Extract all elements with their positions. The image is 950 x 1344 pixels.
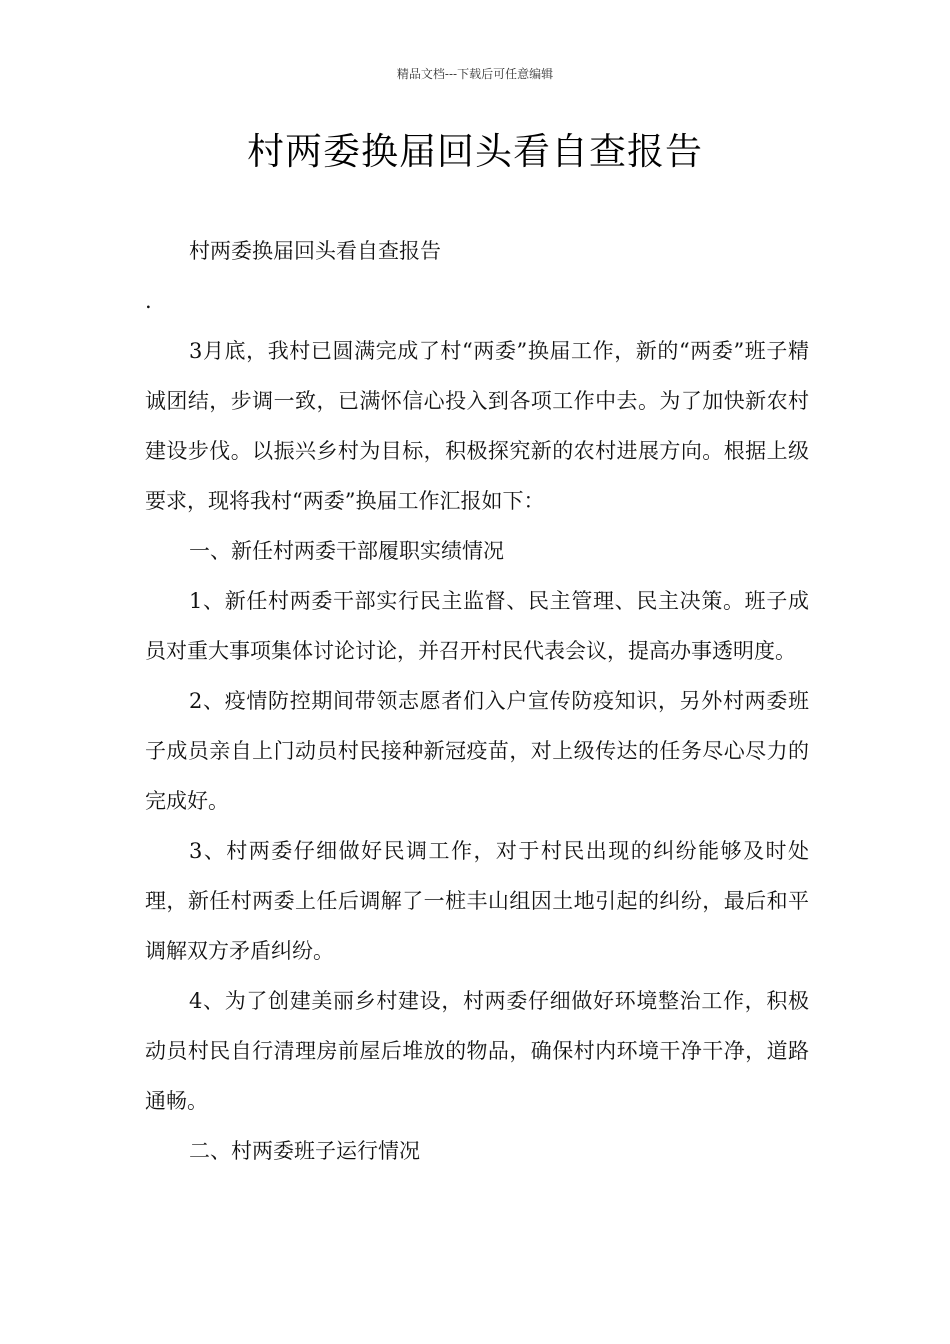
- header-note: 精品文档---下载后可任意编辑: [396, 67, 554, 81]
- dot-line: .: [145, 289, 152, 313]
- paragraph-intro: 3月底，我村已圆满完成了村“两委”换届工作，新的“两委”班子精诚团结，步调一致，已满怀信心投入到各项工作中去。为了加快新农村建设步伐。以振兴乡村为目标，积极探究新的农村进展方向。根据上级要求，现将我村“两委”换届工作汇报如下：: [145, 339, 809, 513]
- paragraph-item-2: 2、疫情防控期间带领志愿者们入户宣传防疫知识，另外村两委班子成员亲自上门动员村民接种新冠疫苗，对上级传达的任务尽心尽力的完成好。: [145, 689, 809, 813]
- section-heading-2: 二、村两委班子运行情况: [189, 1139, 420, 1163]
- subtitle-line: 村两委换届回头看自查报告: [189, 239, 441, 263]
- section-heading-1: 一、新任村两委干部履职实绩情况: [189, 539, 504, 563]
- paragraph-item-1: 1、新任村两委干部实行民主监督、民主管理、民主决策。班子成员对重大事项集体讨论讨论，并召开村民代表会议，提高办事透明度。: [145, 589, 809, 663]
- document-title: 村两委换届回头看自查报告: [247, 130, 703, 173]
- document-body: [145, 226, 809, 1176]
- paragraph-item-3: 3、村两委仔细做好民调工作，对于村民出现的纠纷能够及时处理，新任村两委上任后调解了一桩丰山组因土地引起的纠纷，最后和平调解双方矛盾纠纷。: [145, 839, 809, 963]
- paragraph-item-4: 4、为了创建美丽乡村建设，村两委仔细做好环境整治工作，积极动员村民自行清理房前屋后堆放的物品，确保村内环境干净干净，道路通畅。: [145, 989, 809, 1113]
